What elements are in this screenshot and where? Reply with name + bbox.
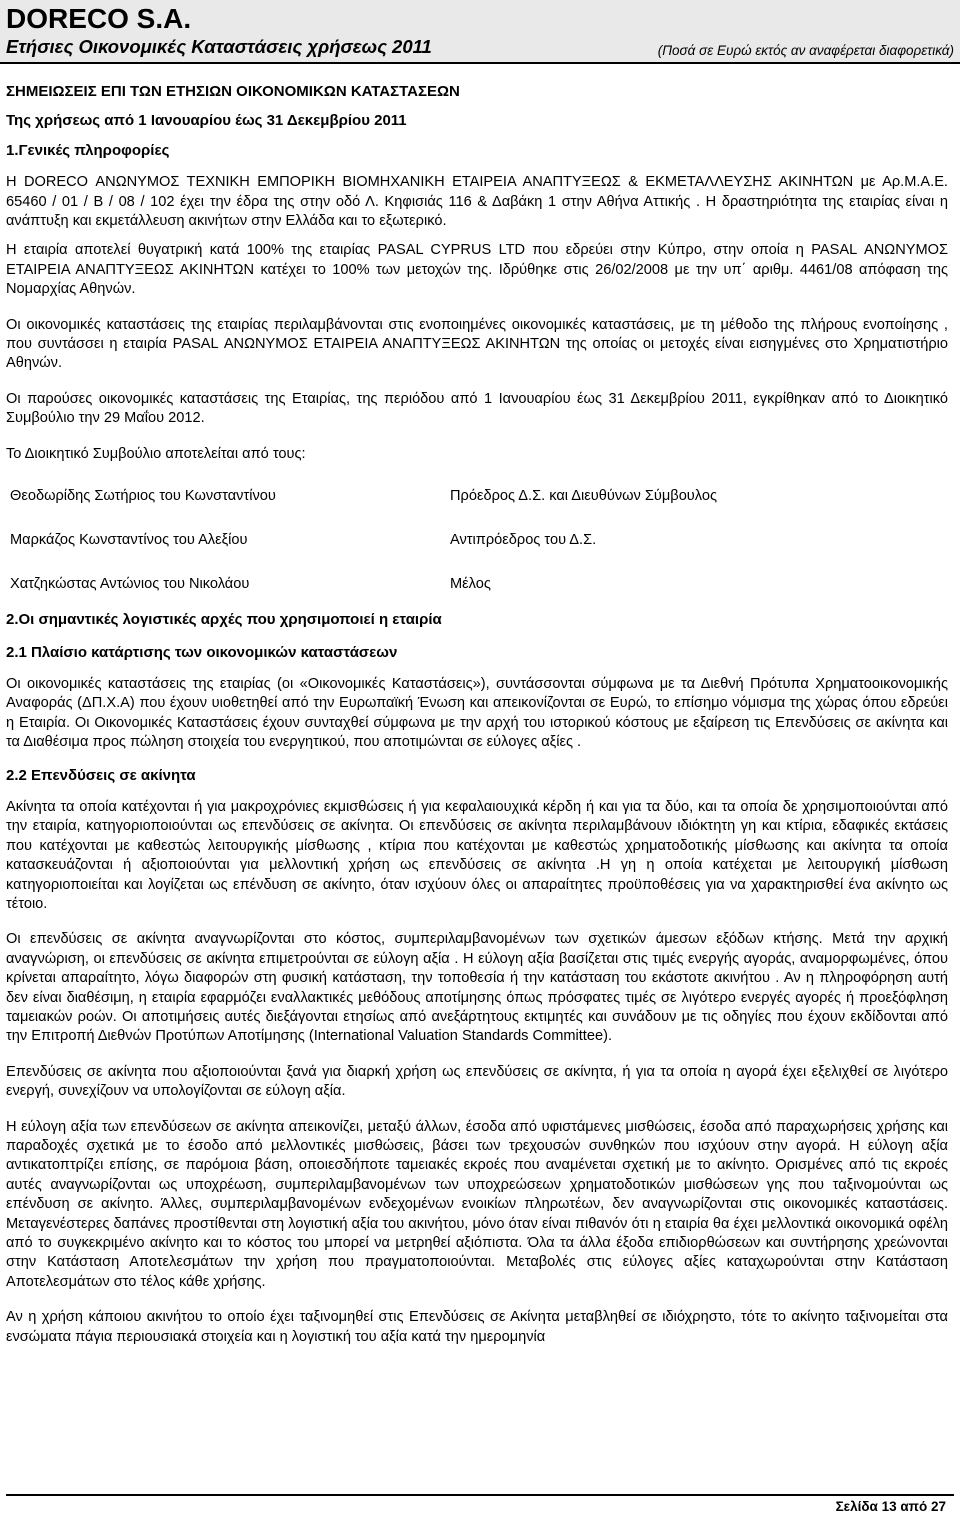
section-2-2-paragraph-5: Αν η χρήση κάποιου ακινήτου το οποίο έχει ταξινομηθεί στις Επενδύσεις σε Ακίνητα μεταβληθεί σε ιδιόχρηστο, τότε το ακίνητο ταξινομείται στα ενσώματα πάγια περιουσιακά στοιχεία και η λογιστική του αξία κατά την ημερομηνία	[6, 1309, 948, 1345]
section-2-2-paragraph-4: Η εύλογη αξία των επενδύσεων σε ακίνητα απεικονίζει, μεταξύ άλλων, έσοδα από υφιστάμενες μισθώσεις, έσοδα από παραχωρήσεις χρήσης και παραδοχές σχετικά με το έσοδο από μελλοντικές μισθώσεις, βάσει των τρεχουσών συνθηκών που ισχύουν στην αγορά. Η εύλογη αξία αντικατοπτρίζει επίσης, σε παρόμοια βάση, οποιεσδήποτε ταμειακές εκροές που αναμένεται σχετική με το ακίνητο. Ορισμένες από τις εκροές αυτές αναγνωρίζονται ως υποχρέωση, συμπεριλαμβανομένων των υποχρεώσεων χρηματοδοτικών μισθώσεων γης που ταξινομούνται ως επένδυση σε ακίνητο. Άλλες, συμπεριλαμβανομένων ενδεχομένων ενοικίων πληρωτέων, δεν αναγνωρίζονται στις οικονομικές καταστάσεις. Μεταγενέστερες δαπάνες προστίθενται στη λογιστική αξία του ακινήτου, μόνο όταν είναι πιθανόν ότι η εταιρία θα έχει μελλοντικά οικονομικά οφέλη από το συγκεκριμένο ακίνητο και το κόστος του μπορεί να μετρηθεί αξιόπιστα. Όλα τα άλλα έξοδα επιδιορθώσεων και συντήρησης χρεώνονται στην Κατάσταση Αποτελεσμάτων την χρήση που πραγματοποιούνται. Μεταβολές στις εύλογες αξίες καταχωρούνται στην Κατάσταση Αποτελεσμάτων στο τέλος κάθε χρήσης.	[6, 1118, 948, 1290]
section-1-paragraph-4: Οι παρούσες οικονομικές καταστάσεις της Εταιρίας, της περιόδου από 1 Ιανουαρίου έως 31 Δεκεμβρίου 2011, εγκρίθηκαν από το Διοικητικό Συμβούλιο την 29 Μαΐου 2012.	[6, 390, 948, 427]
board-member-role: Πρόεδρος Δ.Σ. και Διευθύνων Σύμβουλος	[450, 488, 718, 505]
report-subtitle: Ετήσιες Οικονομικές Καταστάσεις χρήσεως 2011	[6, 36, 432, 57]
document-body	[6, 82, 948, 1347]
board-member-role: Μέλος	[450, 576, 491, 593]
company-name: DORECO S.A.	[6, 3, 192, 34]
board-member-name: Μαρκάζος Κωνσταντίνος του Αλεξίου	[10, 532, 248, 549]
section-2-1-heading: 2.1 Πλαίσιο κατάρτισης των οικονομικών καταστάσεων	[6, 643, 398, 661]
section-2-2-paragraph-3: Επενδύσεις σε ακίνητα που αξιοποιούνται ξανά για διαρκή χρήση ως επενδύσεις σε ακίνητα, ή για τα οποία η αγορά έχει εξελιχθεί σε λιγότερο ενεργή, συνεχίζουν να υπολογίζονται σε εύλογη αξία.	[6, 1063, 948, 1100]
footer-divider	[6, 1494, 954, 1496]
board-intro: Το Διοικητικό Συμβούλιο αποτελείται από τους:	[6, 445, 306, 462]
board-member-role: Αντιπρόεδρος του Δ.Σ.	[450, 532, 597, 549]
section-1-paragraph-3: Οι οικονομικές καταστάσεις της εταιρίας περιλαμβάνονται στις ενοποιημένες οικονομικές καταστάσεις, με τη μέθοδο της πλήρους ενοποίησης , που συντάσσει η εταιρία PASAL ΑΝΩΝΥΜΟΣ ΕΤΑΙΡΕΙΑ ΑΝΑΠΤΥΞΕΩΣ ΑΚΙΝΗΤΩΝ της οποίας οι μετοχές είναι εισηγμένες στο Χρηματιστήριο Αθηνών.	[6, 316, 948, 372]
section-2-heading: 2.Οι σημαντικές λογιστικές αρχές που χρησιμοποιεί η εταιρία	[6, 611, 442, 629]
section-2-2-paragraph-1: Ακίνητα τα οποία κατέχονται ή για μακροχρόνιες εκμισθώσεις ή για κεφαλαιουχικά κέρδη ή και για τα δύο, και τα οποία δε χρησιμοποιούνται από την εταιρία, κατηγοριοποιούνται ως επενδύσεις σε ακίνητα. Οι επενδύσεις σε ακίνητα περιλαμβάνουν ιδιόκτητη γη και κτίρια, εδαφικές εκτάσεις που κατέχονται με καθεστώς λειτουργικής μίσθωσης , κτίρια που κατέχονται με καθεστώς χρηματοδοτικής μίσθωσης και ακίνητα τα οποία κατασκευάζονται ή αξιοποιούνται για μελλοντική χρήση ως επενδύσεις σε ακίνητα .Η γη η οποία κατέχεται με λειτουργική μίσθωση κατηγοριοποιείται και λογίζεται ως επένδυση σε ακίνητο, όταν ισχύουν όλες οι απαραίτητες προϋποθέσεις για να χαρακτηρισθεί ένα ακίνητο ως τέτοιο.	[6, 798, 948, 912]
board-member-name: Θεοδωρίδης Σωτήριος του Κωνσταντίνου	[10, 488, 276, 505]
section-1-paragraph-1: Η DORECO ΑΝΩΝΥΜΟΣ ΤΕΧΝΙΚΗ ΕΜΠΟΡΙΚΗ ΒΙΟΜΗΧΑΝΙΚΗ ΕΤΑΙΡΕΙΑ ΑΝΑΠΤΥΞΕΩΣ & ΕΚΜΕΤΑΛΛΕΥΣΗΣ ΑΚΙΝΗΤΩΝ με Αρ.Μ.Α.Ε. 65460 / 01 / Β / 08 / 102 έχει την έδρα της στην οδό Λ. Κηφισιάς 116 & Δαβάκη 1 στην Αθήνα Αττικής . Η δραστηριότητα της εταιρίας είναι η ανάπτυξη και εκμετάλλευση ακινήτων στην Ελλάδα και το εξωτερικό.	[6, 174, 948, 230]
board-member-name: Χατζηκώστας Αντώνιος του Νικολάου	[10, 576, 250, 593]
document-title: ΣΗΜΕΙΩΣΕΙΣ ΕΠΙ ΤΩΝ ΕΤΗΣΙΩΝ ΟΙΚΟΝΟΜΙΚΩΝ ΚΑΤΑΣΤΑΣΕΩΝ	[6, 83, 460, 100]
period-heading: Της χρήσεως από 1 Ιανουαρίου έως 31 Δεκεμβρίου 2011	[6, 112, 407, 130]
section-2-2-paragraph-2: Οι επενδύσεις σε ακίνητα αναγνωρίζονται στο κόστος, συμπεριλαμβανομένων των σχετικών άμεσων εξόδων κτήσης. Μετά την αρχική αναγνώριση, οι επενδύσεις σε ακίνητα επιμετρούνται σε εύλογη αξία . Η εύλογη αξία βασίζεται στις τιμές ενεργής αγοράς, αναμορφωμένες, όπου κρίνεται απαραίτητο, λόγω διαφορών στη φυσική κατάσταση, την τοποθεσία ή την κατάσταση του εκάστοτε ακινήτου . Αν η πληροφόρηση αυτή δεν είναι διαθέσιμη, η εταιρία εφαρμόζει εναλλακτικές μεθόδους αποτίμησης όπως πρόσφατες τιμές σε λιγότερο ενεργές αγορές ή προεξόφληση ταμειακών ροών. Οι αποτιμήσεις αυτές διεξάγονται ετησίως από ανεξάρτητους εκτιμητές και συνάδουν με τις οδηγίες που έχουν εκδίδονται από την Επιτροπή Διεθνών Προτύπων Αποτίμησης (International Valuation Standards Committee).	[6, 931, 948, 1045]
section-1-paragraph-2: Η εταιρία αποτελεί θυγατρική κατά 100% της εταιρίας PASAL CYPRUS LTD που εδρεύει στην Κύπρο, στην οποία η PASAL ΑΝΩΝΥΜΟΣ ΕΤΑΙΡΕΙΑ ΑΝΑΠΤΥΞΕΩΣ ΑΚΙΝΗΤΩΝ κατέχει το 100% των μετοχών της. Ιδρύθηκε στις 26/02/2008 με την υπ΄ αριθμ. 4461/08 απόφαση της Νομαρχίας Αθηνών.	[6, 242, 948, 298]
section-1-heading: 1.Γενικές πληροφορίες	[6, 141, 170, 159]
currency-note: (Ποσά σε Ευρώ εκτός αν αναφέρεται διαφορετικά)	[657, 43, 954, 58]
section-2-1-paragraph: Οι οικονομικές καταστάσεις της εταιρίας (οι «Οικονομικές Καταστάσεις»), συντάσσονται σύμφωνα με τα Διεθνή Πρότυπα Χρηματοοικονομικής Αναφοράς (ΔΠ.Χ.Α) που έχουν υιοθετηθεί από την Ευρωπαϊκή Ένωση και απεικονίζονται σε Ευρώ, το επίσημο νόμισμα της χώρας όπου εδρεύει η Εταιρία. Οι Οικονομικές Καταστάσεις έχουν συνταχθεί σύμφωνα με την αρχή του ιστορικού κόστους με εξαίρεση τις Επενδύσεις σε ακίνητα και τα Διαθέσιμα προς πώληση στοιχεία του ενεργητικού, που αποτιμώνται σε εύλογες αξίες .	[6, 675, 948, 751]
page-header	[0, 0, 960, 64]
board-members-list	[6, 486, 948, 594]
section-2-2-heading: 2.2 Επενδύσεις σε ακίνητα	[6, 766, 196, 784]
page-number: Σελίδα 13 από 27	[835, 1499, 946, 1514]
